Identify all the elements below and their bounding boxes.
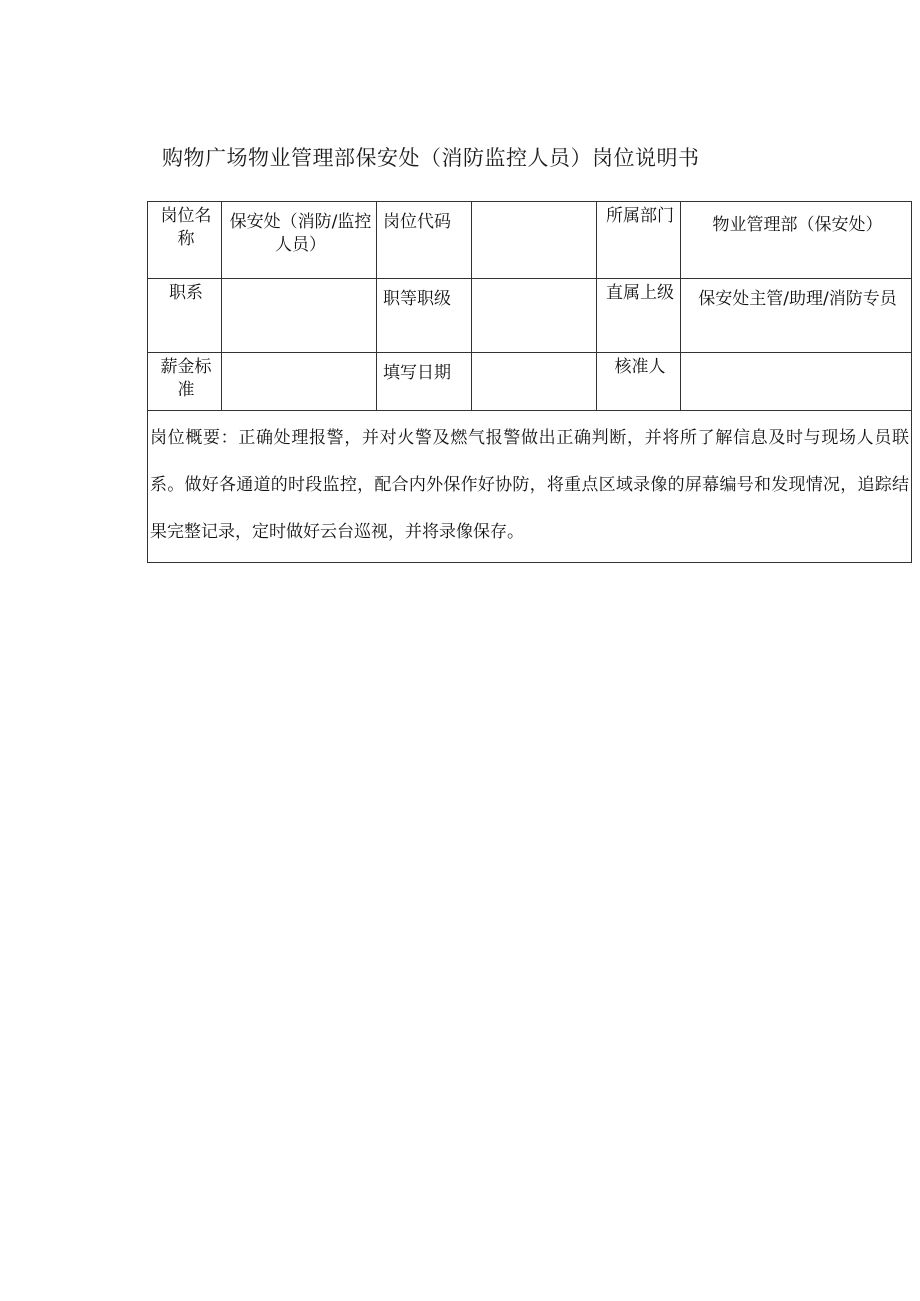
label-salary: 薪金标准 [148,353,222,411]
table-row [148,411,912,563]
label-department: 所属部门 [597,202,681,279]
value-job-grade [472,279,597,353]
table-row [148,353,912,411]
value-job-code [472,202,597,279]
label-approver: 核准人 [597,353,681,411]
value-job-family [222,279,377,353]
value-approver [681,353,912,411]
label-job-code: 岗位代码 [377,202,472,279]
document-title: 购物广场物业管理部保安处（消防监控人员）岗位说明书 [162,146,700,170]
label-job-grade: 职等职级 [377,279,472,353]
table-row [148,202,912,279]
job-description-table [147,201,912,563]
label-job-name: 岗位名称 [148,202,222,279]
label-fill-date: 填写日期 [377,353,472,411]
label-supervisor: 直属上级 [597,279,681,353]
value-fill-date [472,353,597,411]
value-salary [222,353,377,411]
label-job-family: 职系 [148,279,222,353]
value-job-name: 保安处（消防/监控人员） [222,202,377,279]
value-department: 物业管理部（保安处） [681,202,912,279]
value-supervisor: 保安处主管/助理/消防专员 [681,279,912,353]
table-row [148,279,912,353]
job-summary: 岗位概要：正确处理报警，并对火警及燃气报警做出正确判断，并将所了解信息及时与现场人员联系。做好各通道的时段监控，配合内外保作好协防，将重点区域录像的屏幕编号和发现情况，追踪结果完整记录，定时做好云台巡视，并将录像保存。 [148,411,912,563]
